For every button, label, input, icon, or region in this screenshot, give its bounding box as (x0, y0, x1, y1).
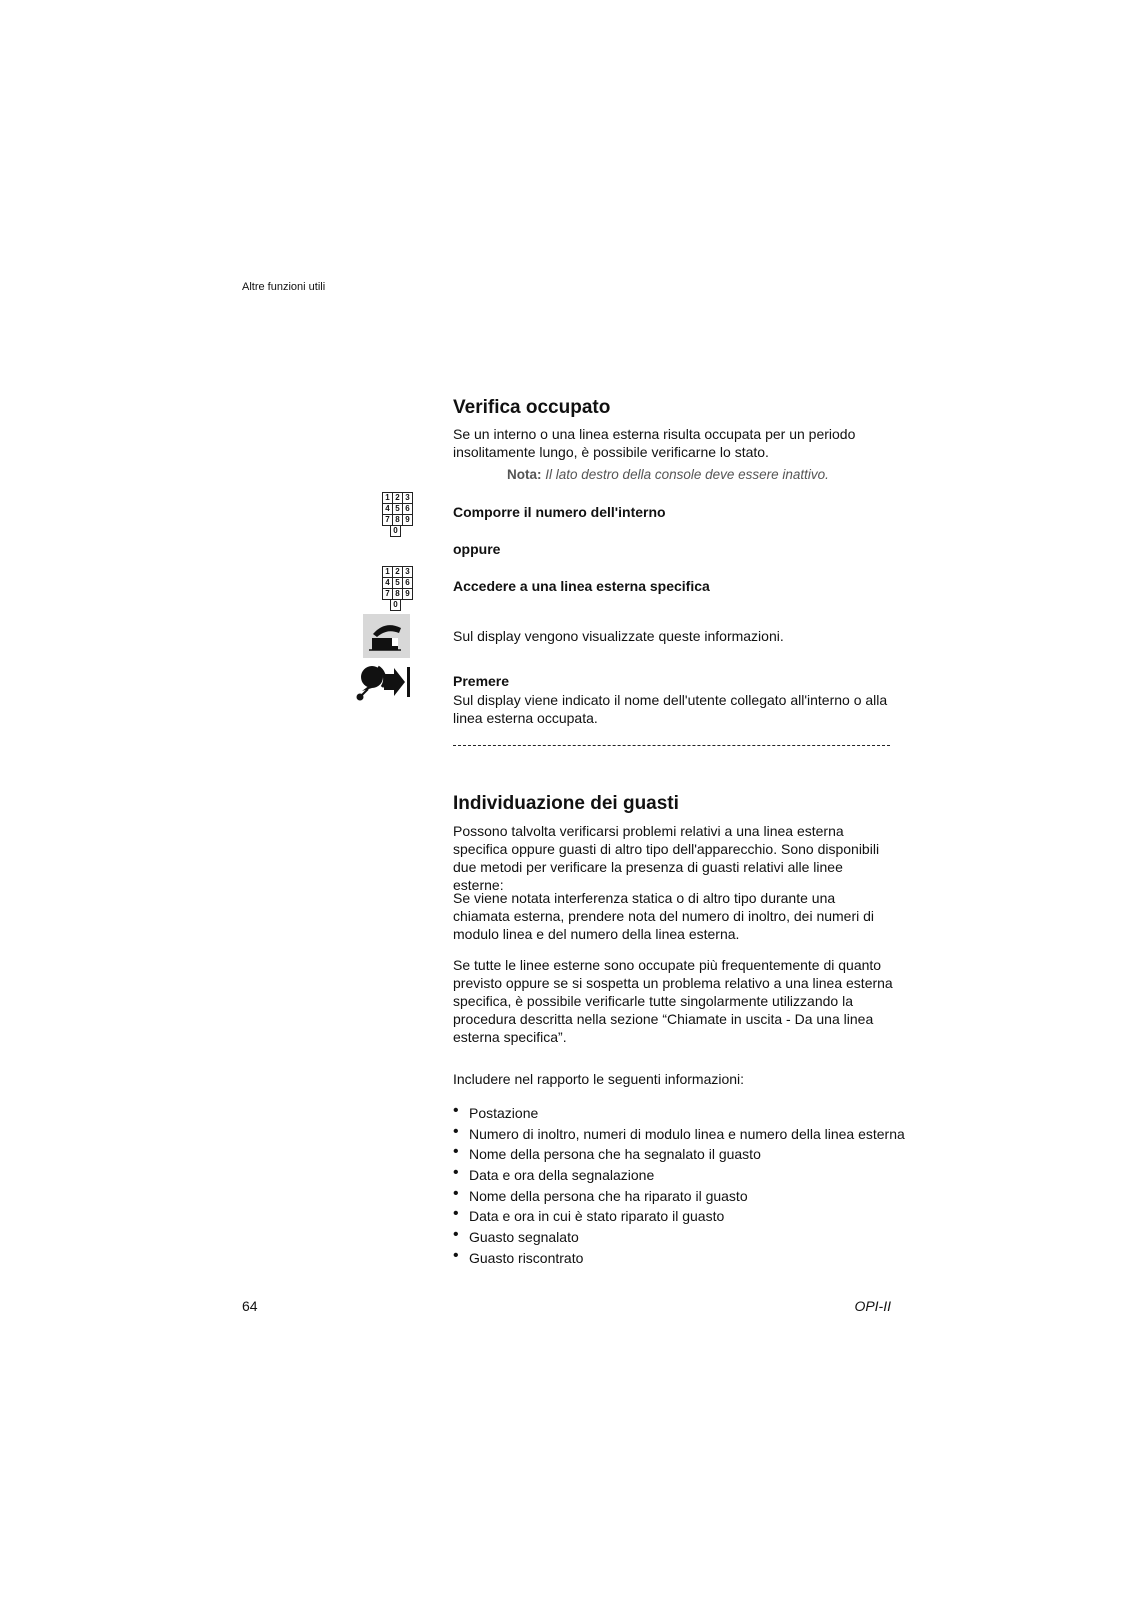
section-divider (453, 745, 890, 746)
keypad-key: 2 (392, 492, 403, 504)
note (507, 467, 829, 482)
list-item: • Guasto segnalato (453, 1227, 905, 1248)
section2-paragraph-4: Includere nel rapporto le seguenti informazioni: (453, 1071, 745, 1087)
note-text: Il lato destro della console deve essere inattivo. (545, 467, 829, 482)
section-title-verifica-occupato: Verifica occupato (453, 397, 611, 418)
keypad-key: 4 (382, 503, 393, 515)
section-title-individuazione-guasti: Individuazione dei guasti (453, 793, 679, 814)
step-access-external-line: Accedere a una linea esterna specifica (453, 578, 710, 594)
list-item: • Numero di inoltro, numeri di modulo linea e numero della linea esterna (453, 1124, 905, 1145)
keypad-key: 6 (402, 577, 413, 589)
display-info-text: Sul display vengono visualizzate queste informazioni. (453, 628, 784, 644)
section1-intro: Se un interno o una linea esterna risulta occupata per un periodo insolitamente lungo, è possibile verificarne lo stato. (453, 426, 856, 460)
step-dial-extension: Comporre il numero dell'interno (453, 504, 666, 520)
keypad-key: 7 (382, 514, 393, 526)
document-name: OPI-II (854, 1298, 891, 1314)
press-key-icon (354, 661, 414, 705)
list-item: • Guasto riscontrato (453, 1248, 905, 1269)
keypad-key: 0 (390, 599, 401, 611)
keypad-key: 9 (402, 588, 413, 600)
keypad-key: 8 (392, 514, 403, 526)
running-header: Altre funzioni utili (242, 281, 326, 293)
list-item: • Data e ora della segnalazione (453, 1165, 905, 1186)
keypad-icon (382, 492, 412, 536)
keypad-key: 0 (390, 525, 401, 537)
section2-paragraph-3: Se tutte le linee esterne sono occupate più frequentemente di quanto previsto oppure se si sospetta un problema relativo a una linea esterna specifica, è possibile verificarle tutte singolarmente utilizzando la procedura descritta nella sezione “Chiamate in uscita - Da una linea esterna specifica”. (453, 957, 893, 1045)
press-label: Premere (453, 673, 510, 689)
press-text: Sul display viene indicato il nome dell'utente collegato all'interno o alla linea esterna occupata. (453, 692, 888, 726)
keypad-key: 8 (392, 588, 403, 600)
keypad-key: 9 (402, 514, 413, 526)
list-item: • Data e ora in cui è stato riparato il guasto (453, 1206, 905, 1227)
section2-paragraph-1: Possono talvolta verificarsi problemi relativi a una linea esterna specifica oppure guasti di altro tipo dell'apparecchio. Sono disponibili due metodi per verificare la presenza di guasti relativi alle linee esterne: (453, 823, 880, 893)
report-info-list (453, 1103, 905, 1269)
keypad-key: 4 (382, 577, 393, 589)
handset-display-icon (363, 614, 410, 658)
keypad-key: 5 (392, 577, 403, 589)
note-label: Nota: (507, 467, 542, 482)
list-item: • Nome della persona che ha riparato il guasto (453, 1186, 905, 1207)
keypad-key: 3 (402, 566, 413, 578)
section2-paragraph-2: Se viene notata interferenza statica o di altro tipo durante una chiamata esterna, prendere nota del numero di inoltro, dei numeri di modulo linea e del numero della linea esterna. (453, 890, 875, 942)
keypad-key: 7 (382, 588, 393, 600)
keypad-key: 6 (402, 503, 413, 515)
page-number: 64 (242, 1298, 258, 1314)
keypad-icon (382, 566, 412, 610)
keypad-key: 2 (392, 566, 403, 578)
keypad-key: 3 (402, 492, 413, 504)
list-item: • Postazione (453, 1103, 905, 1124)
list-item: • Nome della persona che ha segnalato il guasto (453, 1144, 905, 1165)
keypad-key: 1 (382, 566, 393, 578)
or-label: oppure (453, 541, 501, 557)
keypad-key: 1 (382, 492, 393, 504)
keypad-key: 5 (392, 503, 403, 515)
